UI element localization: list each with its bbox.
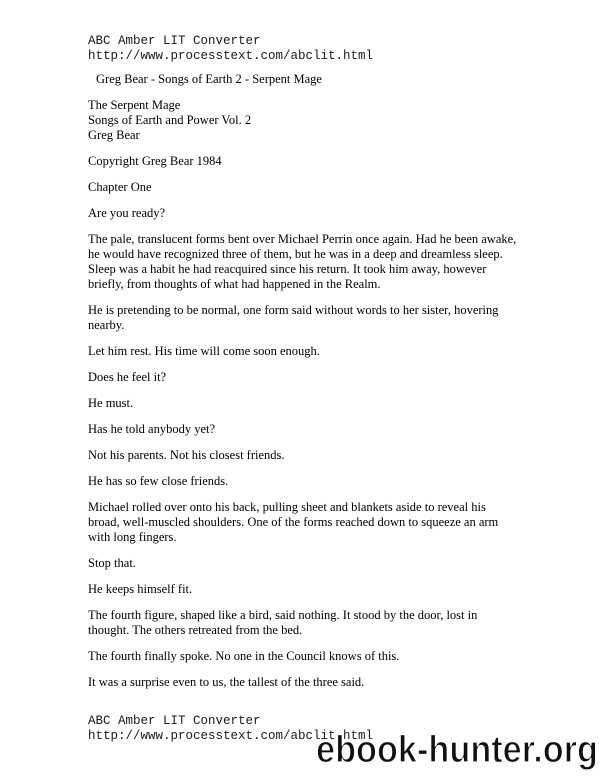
paragraph: He must. (88, 396, 134, 410)
paragraph: The fourth figure, shaped like a bird, said nothing. It stood by the door, lost in thought. The others retreated from the bed. (88, 608, 478, 637)
book-title: The Serpent Mage (88, 98, 181, 112)
footer-url-link[interactable]: http://www.processtext.com/abclit.html (88, 729, 374, 743)
paragraph: Michael rolled over onto his back, pulling sheet and blankets aside to reveal his broad, well-muscled shoulders. One of the forms reached down to squeeze an arm with long fingers. (88, 500, 499, 544)
converter-name: ABC Amber LIT Converter (88, 34, 261, 48)
paragraph: Let him rest. His time will come soon enough. (88, 344, 320, 358)
converter-url-link[interactable]: http://www.processtext.com/abclit.html (88, 49, 374, 63)
paragraph: He keeps himself fit. (88, 582, 193, 596)
copyright-line: Copyright Greg Bear 1984 (88, 154, 222, 168)
converter-header (88, 34, 373, 64)
document-body (88, 98, 518, 701)
paragraph: The fourth finally spoke. No one in the Council knows of this. (88, 649, 400, 663)
paragraph: It was a surprise even to us, the tallest of the three said. (88, 675, 365, 689)
paragraph: Are you ready? (88, 206, 166, 220)
title-block (88, 98, 518, 143)
paragraph: The pale, translucent forms bent over Michael Perrin once again. Had he been awake, he would have recognized three of them, but he was in a deep and dreamless sleep. Sleep was a habit he had reacquired since his return. It took him away, however briefly, from thoughts of what had happened in the Realm. (88, 232, 517, 291)
paragraph: He has so few close friends. (88, 474, 229, 488)
watermark-text: ebook-hunter.org (316, 729, 598, 771)
watermark-logo (312, 722, 600, 776)
paragraph: Does he feel it? (88, 370, 167, 384)
watermark-svg (312, 722, 600, 776)
paragraph: Not his parents. Not his closest friends. (88, 448, 285, 462)
document-title: Greg Bear - Songs of Earth 2 - Serpent Mage (96, 72, 322, 86)
paragraph: Has he told anybody yet? (88, 422, 216, 436)
paragraph: Stop that. (88, 556, 136, 570)
author-name: Greg Bear (88, 128, 140, 142)
chapter-heading: Chapter One (88, 180, 152, 194)
series-title: Songs of Earth and Power Vol. 2 (88, 113, 252, 127)
paragraph: He is pretending to be normal, one form said without words to her sister, hovering nearby. (88, 303, 499, 332)
footer-converter-name: ABC Amber LIT Converter (88, 714, 261, 728)
